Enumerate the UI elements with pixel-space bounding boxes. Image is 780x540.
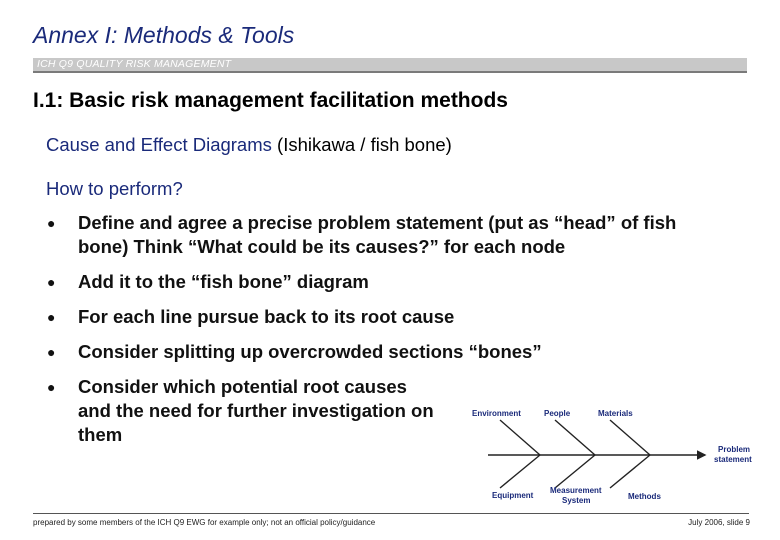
bullet-item xyxy=(46,211,698,259)
bullet-item xyxy=(46,340,698,364)
fishbone-bone xyxy=(555,420,595,455)
footer-divider xyxy=(33,513,749,514)
cause-label: People xyxy=(544,409,571,418)
bullet-item xyxy=(46,270,698,294)
bullet-icon: ● xyxy=(47,274,56,290)
effect-label: statement xyxy=(714,455,752,464)
footer-slide-info: July 2006, slide 9 xyxy=(688,518,750,527)
bullet-text: Define and agree a precise problem statement (put as “head” of fish bone) Think “What could be its causes?” for each node xyxy=(78,212,677,257)
cause-label: Materials xyxy=(598,409,633,418)
topic-paren: (Ishikawa / fish bone) xyxy=(271,134,452,155)
bullet-icon: ● xyxy=(47,309,56,325)
annex-title: Annex I: Methods & Tools xyxy=(33,22,295,48)
bullet-icon: ● xyxy=(47,379,56,395)
cause-label: Equipment xyxy=(492,491,534,500)
fishbone-bone xyxy=(555,455,595,488)
bullet-item xyxy=(46,375,438,447)
cause-label: Measurement xyxy=(550,486,602,495)
bullet-text: Add it to the “fish bone” diagram xyxy=(78,271,369,292)
bullet-icon: ● xyxy=(47,344,56,360)
fishbone-bone xyxy=(500,420,540,455)
section-heading: I.1: Basic risk management facilitation methods xyxy=(33,89,508,112)
fishbone-bone xyxy=(610,455,650,488)
bullet-text: For each line pursue back to its root cause xyxy=(78,306,455,327)
subtitle-bar xyxy=(33,58,747,73)
bullet-text: Consider which potential root causes and the need for further investigation on them xyxy=(78,376,434,445)
bullet-item xyxy=(46,305,698,329)
topic-main: Cause and Effect Diagrams xyxy=(46,134,272,155)
cause-label: System xyxy=(562,496,591,505)
effect-label: Problem xyxy=(718,445,751,454)
bullet-icon: ● xyxy=(47,215,56,231)
cause-label: Environment xyxy=(472,409,521,418)
bullet-text: Consider splitting up overcrowded sections “bones” xyxy=(78,341,542,362)
subtitle-text: ICH Q9 QUALITY RISK MANAGEMENT xyxy=(37,58,232,70)
howto-label: How to perform? xyxy=(46,178,183,199)
footer-disclaimer: prepared by some members of the ICH Q9 EWG for example only; not an official policy/guidance xyxy=(33,518,376,527)
cause-label: Methods xyxy=(628,492,661,501)
fishbone-bone xyxy=(610,420,650,455)
fishbone-bone xyxy=(500,455,540,488)
fishbone-diagram xyxy=(460,400,765,510)
topic-line xyxy=(46,134,452,156)
